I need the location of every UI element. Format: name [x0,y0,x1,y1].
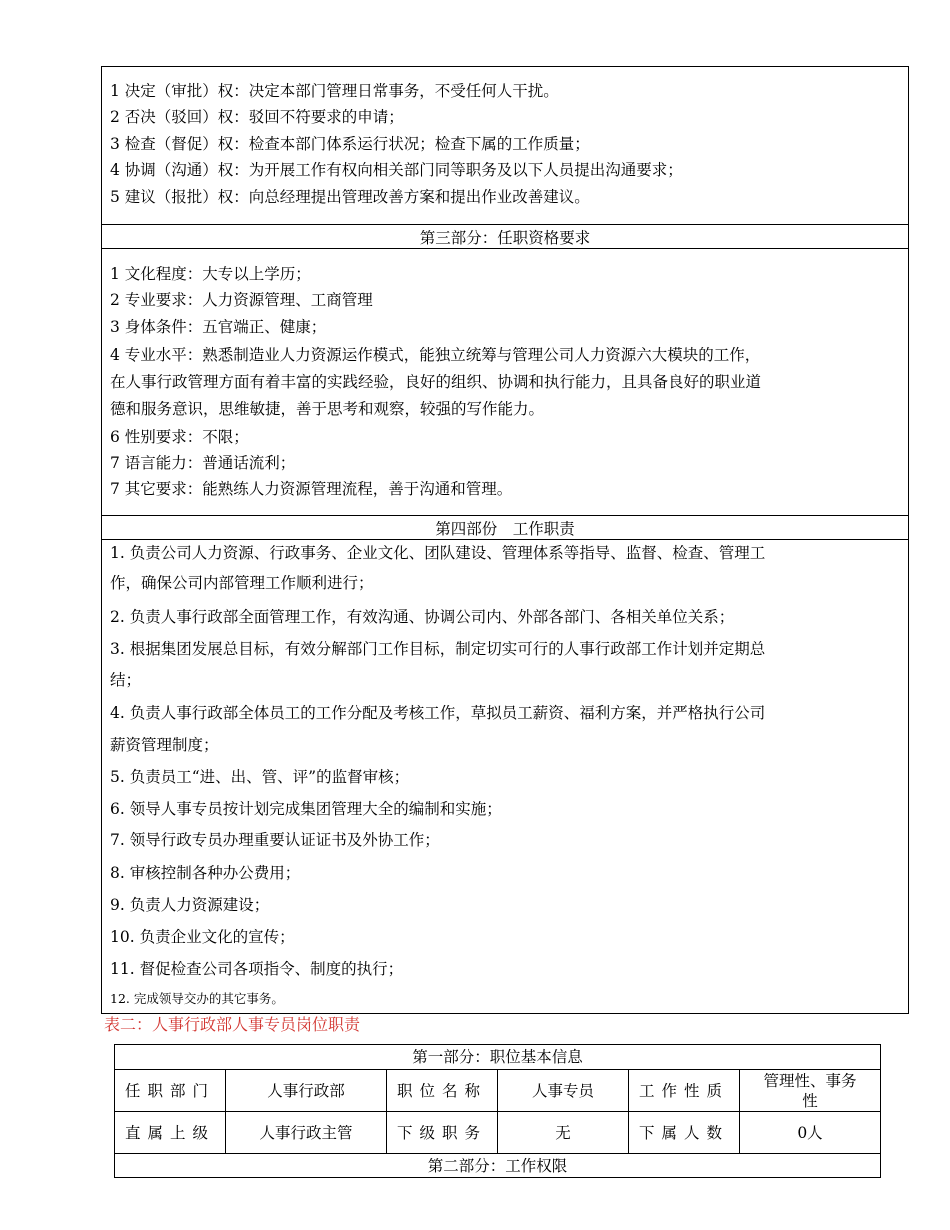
qualification-line: 6 性别要求：不限； [110,428,249,446]
qualification-line: 4 专业水平：熟悉制造业人力资源运作模式，能独立统筹与管理公司人力资源六大模块的工作， [110,346,761,364]
qualification-line: 1 文化程度：大专以上学历； [110,265,311,283]
position-info-table [114,1044,881,1178]
responsibility-table [101,66,909,1014]
right-line: 2 否决（驳回）权：驳回不符要求的申请； [110,108,404,126]
duty-line: 12. 完成领导交办的其它事务。 [110,991,284,1006]
right-line: 3 检查（督促）权：检查本部门体系运行状况；检查下属的工作质量； [110,135,590,153]
qualification-line: 7 语言能力：普通话流利； [110,454,296,472]
qualification-line: 7 其它要求：能熟练人力资源管理流程，善于沟通和管理。 [110,480,513,498]
label-cell: 任职部门 [115,1070,226,1112]
value-cell: 管理性、事务性 [740,1070,881,1112]
value-cell: 人事行政部 [226,1070,387,1112]
duty-line: 薪资管理制度； [110,736,219,754]
label-cell: 下属人数 [629,1112,740,1154]
right-line: 4 协调（沟通）权：为开展工作有权向相关部门同等职务及以下人员提出沟通要求； [110,161,683,179]
duty-line: 2. 负责人事行政部全面管理工作，有效沟通、协调公司内、外部各部门、各相关单位关系； [110,608,735,626]
duty-line: 5. 负责员工“进、出、管、评”的监督审核； [110,768,410,786]
duty-line: 6. 领导人事专员按计划完成集团管理大全的编制和实施； [110,800,502,818]
duty-line: 9. 负责人力资源建设； [110,896,270,914]
qualification-line: 2 专业要求：人力资源管理、工商管理 [110,291,373,309]
section4-header: 第四部份 工作职责 [435,520,575,538]
divider [102,224,908,225]
duty-line: 1. 负责公司人力资源、行政事务、企业文化、团队建设、管理体系等指导、监督、检查、管理工 [110,544,766,562]
duty-line: 4. 负责人事行政部全体员工的工作分配及考核工作，草拟员工薪资、福利方案，并严格执行公司 [110,704,766,722]
label-cell: 下级职务 [387,1112,498,1154]
part1-header: 第一部分：职位基本信息 [115,1045,881,1070]
right-line: 5 建议（报批）权：向总经理提出管理改善方案和提出作业改善建议。 [110,188,590,206]
divider [102,515,908,516]
section3-header: 第三部分：任职资格要求 [419,229,591,247]
value-cell: 人事行政主管 [226,1112,387,1154]
table2-caption: 表二：人事行政部人事专员岗位职责 [104,1015,361,1034]
qualification-line: 3 身体条件：五官端正、健康； [110,318,327,336]
divider [102,539,908,540]
divider [102,248,908,249]
duty-line: 作，确保公司内部管理工作顺利进行； [110,574,374,592]
qualification-line: 在人事行政管理方面有着丰富的实践经验，良好的组织、协调和执行能力，且具备良好的职业道 [110,373,762,391]
value-cell: 无 [498,1112,629,1154]
label-cell: 直属上级 [115,1112,226,1154]
duty-line: 10. 负责企业文化的宣传； [110,928,295,946]
right-line: 1 决定（审批）权：决定本部门管理日常事务，不受任何人干扰。 [110,82,559,100]
duty-line: 结； [110,671,142,689]
duty-line: 8. 审核控制各种办公费用； [110,864,301,882]
duty-line: 7. 领导行政专员办理重要认证证书及外协工作； [110,831,440,849]
qualification-line: 德和服务意识，思维敏捷，善于思考和观察，较强的写作能力。 [110,400,545,418]
value-cell: 0人 [740,1112,881,1154]
label-cell: 工作性质 [629,1070,740,1112]
part2-header: 第二部分：工作权限 [115,1154,881,1178]
label-cell: 职位名称 [387,1070,498,1112]
duty-line: 3. 根据集团发展总目标，有效分解部门工作目标，制定切实可行的人事行政部工作计划并定期总 [110,640,766,658]
value-cell: 人事专员 [498,1070,629,1112]
duty-line: 11. 督促检查公司各项指令、制度的执行； [110,960,404,978]
